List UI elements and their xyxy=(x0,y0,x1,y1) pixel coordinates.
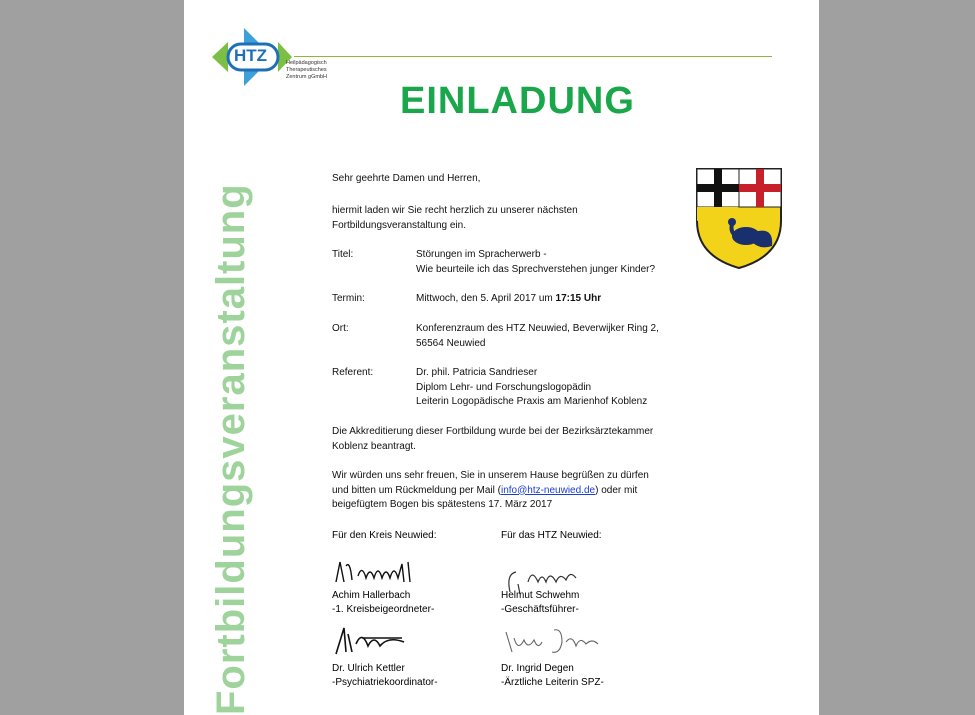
referent-line-3: Leiterin Logopädische Praxis am Marienhof Koblenz xyxy=(416,396,648,407)
rsvp-line-3: beigefügtem Bogen bis spätestens 17. März 2017 xyxy=(332,499,553,510)
right-signatory-heading: Für das HTZ Neuwied: xyxy=(501,530,602,541)
termin-time: 17:15 Uhr xyxy=(555,293,602,304)
signatory-role-1: -1. Kreisbeigeordneter- xyxy=(332,604,435,615)
signatory-role-4: -Ärztliche Leiterin SPZ- xyxy=(501,677,604,688)
logo-subtitle: Heilpädagogisch Therapeutisches Zentrum gGmbH xyxy=(286,60,327,80)
referent-label: Referent: xyxy=(332,367,374,378)
accreditation-line-2: Koblenz beantragt. xyxy=(332,440,416,452)
titel-line-2: Wie beurteile ich das Sprechverstehen junger Kinder? xyxy=(416,263,656,275)
signature-hallerbach xyxy=(332,556,422,588)
signatory-name-3: Dr. Ulrich Kettler xyxy=(332,663,405,674)
signature-kettler xyxy=(332,624,412,658)
vertical-watermark-text: Fortbildungsveranstaltung xyxy=(209,183,253,715)
ort-label: Ort: xyxy=(332,323,349,334)
rsvp-line-2: und bitten um Rückmeldung per Mail (info@htz-neuwied.de) oder mit xyxy=(332,484,638,496)
greeting: Sehr geehrte Damen und Herren, xyxy=(332,173,481,184)
titel-label: Titel: xyxy=(332,249,354,260)
signatory-role-3: -Psychiatriekoordinator- xyxy=(332,677,438,688)
email-link[interactable]: info@htz-neuwied.de xyxy=(500,484,596,496)
rsvp-line-1: Wir würden uns sehr freuen, Sie in unserem Hause begrüßen zu dürfen xyxy=(332,470,649,481)
referent-line-1: Dr. phil. Patricia Sandrieser xyxy=(416,367,538,378)
page-title: EINLADUNG xyxy=(400,80,635,122)
titel-line-1: Störungen im Spracherwerb - xyxy=(416,249,547,260)
intro-line-2: Fortbildungsveranstaltung ein. xyxy=(332,219,466,231)
document-page xyxy=(184,0,819,715)
ort-line-1: Konferenzraum des HTZ Neuwied, Beverwijker Ring 2, xyxy=(416,323,659,334)
termin-label: Termin: xyxy=(332,293,365,304)
intro-line-1: hiermit laden wir Sie recht herzlich zu unserer nächsten xyxy=(332,205,578,216)
termin-value: Mittwoch, den 5. April 2017 um 17:15 Uhr xyxy=(416,293,602,304)
accreditation-line-1: Die Akkreditierung dieser Fortbildung wurde bei der Bezirksärztekammer xyxy=(332,426,654,437)
referent-line-2: Diplom Lehr- und Forschungslogopädin xyxy=(416,381,592,393)
signature-degen xyxy=(502,624,602,658)
htz-logo xyxy=(210,26,350,96)
signatory-name-2: Helmut Schwehm xyxy=(501,590,580,601)
logo-name: HTZ xyxy=(234,46,268,65)
ort-line-2: 56564 Neuwied xyxy=(416,337,486,349)
left-signatory-heading: Für den Kreis Neuwied: xyxy=(332,530,437,541)
signatory-name-4: Dr. Ingrid Degen xyxy=(501,663,574,674)
signatory-role-2: -Geschäftsführer- xyxy=(501,604,579,615)
header-rule xyxy=(294,56,772,57)
signatory-name-1: Achim Hallerbach xyxy=(332,590,411,601)
